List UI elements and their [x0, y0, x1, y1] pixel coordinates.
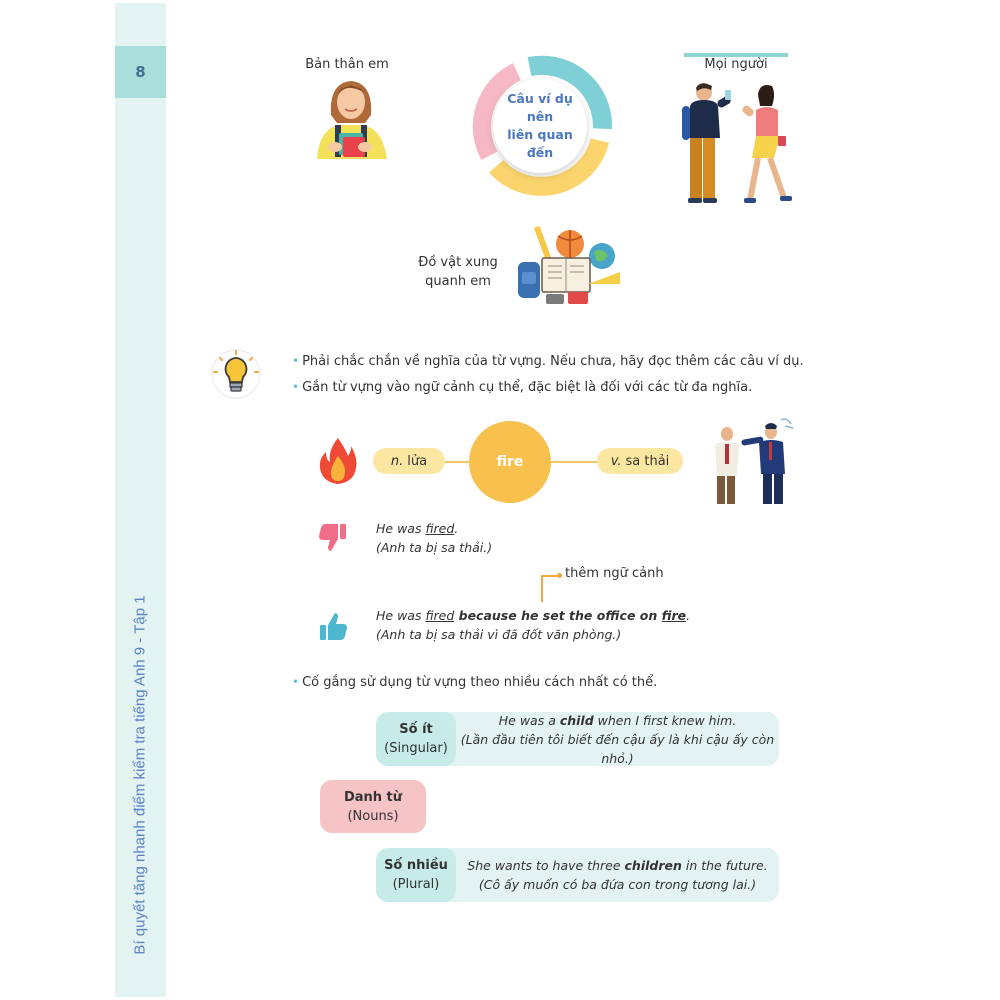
plural-sentence: She wants to have three children in the future. [467, 858, 768, 873]
donut-center [493, 79, 587, 173]
example-good-translation: (Anh ta bị sa thải vì đã đốt văn phòng.) [376, 627, 622, 642]
label-people: Mọi người [704, 57, 768, 72]
firing-illustration [705, 418, 795, 508]
school-objects-illustration [516, 222, 622, 310]
context-dot [557, 573, 562, 578]
label-self: Bản thân em [305, 57, 389, 72]
nouns-box [320, 780, 426, 833]
tip-3: • Cố gắng sử dụng từ vựng theo nhiều cách nhất có thể. [292, 675, 658, 690]
word-circle: fire [469, 421, 551, 503]
singular-sub: (Singular) [384, 741, 448, 756]
example-bad-sentence: He was fired. [376, 521, 459, 536]
fire-icon [318, 436, 358, 486]
tip-2: • Gắn từ vựng vào ngữ cảnh cụ thể, đặc biệt là đối với các từ đa nghĩa. [292, 380, 753, 395]
singular-translation: (Lần đầu tiên tôi biết đến cậu ấy là khi cậu ấy còn nhỏ.) [460, 731, 775, 766]
singular-tag [376, 712, 456, 766]
donut-center-line1: Câu ví dụ nên [507, 91, 573, 124]
plural-example [456, 848, 779, 902]
singular-sentence: He was a child when I first knew him. [498, 712, 737, 728]
example-bad-translation: (Anh ta bị sa thải.) [376, 540, 493, 555]
label-objects-line2: quanh em [425, 274, 491, 289]
plural-title: Số nhiều [384, 858, 448, 873]
lightbulb-icon [210, 348, 262, 400]
context-label: thêm ngữ cảnh [565, 566, 664, 581]
label-objects-line1: Đồ vật xung [418, 255, 498, 270]
connector-right [550, 461, 600, 463]
page-number: 8 [115, 46, 166, 98]
plural-sub: (Plural) [392, 877, 440, 892]
example-bad [376, 519, 492, 557]
thumbs-up-icon [318, 612, 348, 642]
donut-center-line2: liên quan đến [507, 127, 573, 160]
context-line-v [541, 576, 543, 602]
plural-tag [376, 848, 456, 902]
thumbs-down-icon [318, 522, 348, 552]
nouns-title: Danh từ [343, 789, 403, 805]
pill-verb: v. sa thải [597, 448, 683, 474]
people-illustration [676, 76, 794, 206]
nouns-sub: (Nouns) [347, 808, 399, 824]
example-good-sentence: He was fired because he set the office on fire. [376, 608, 691, 623]
pill-noun: n. lửa [373, 448, 445, 474]
tip-1: • Phải chắc chắn về nghĩa của từ vựng. Nếu chưa, hãy đọc thêm các câu ví dụ. [292, 354, 804, 369]
connector-left [443, 461, 471, 463]
plural-translation: (Cô ấy muốn có ba đứa con trong tương lai.) [478, 877, 757, 892]
singular-example [456, 712, 779, 766]
girl-illustration [305, 75, 397, 160]
singular-title: Số ít [399, 722, 433, 737]
example-good [376, 606, 690, 644]
label-objects [410, 253, 506, 291]
